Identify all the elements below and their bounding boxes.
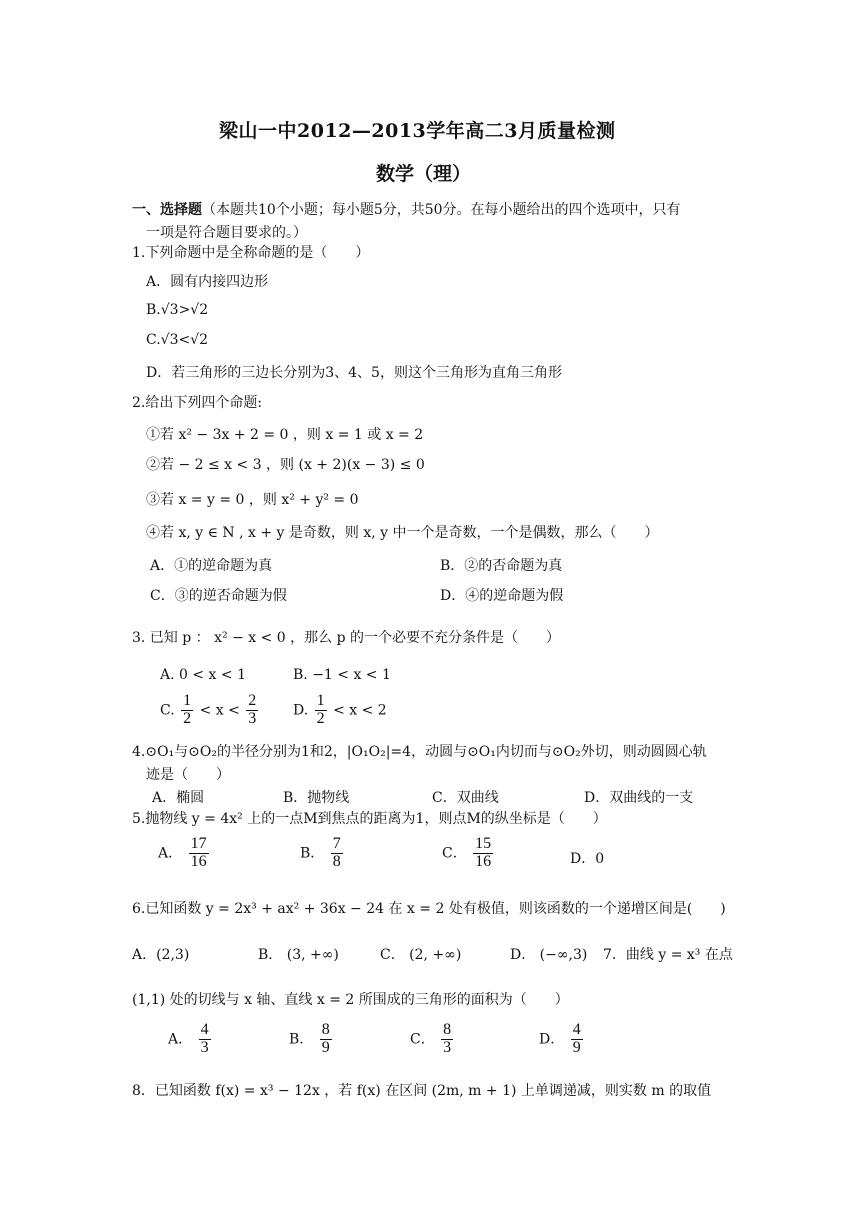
q7-option-c (410, 1022, 455, 1057)
q5-c-numerator: 15 (475, 835, 492, 852)
q3-c-denominator-1: 2 (183, 709, 192, 727)
q3-stem: 3. 已知 p ： x² − x < 0 ，那么 p 的一个必要不充分条件是（ ） (132, 630, 561, 646)
q1-option-c: C.√3<√2 (146, 332, 209, 348)
q7-b-label: B． (289, 1031, 314, 1048)
q7-a-label: A． (168, 1031, 193, 1048)
page-subtitle: 数学（理） (376, 163, 472, 185)
page-title: 梁山一中2012—2013学年高二3月质量检测 (219, 120, 616, 142)
q2-option-c: C．③的逆否命题为假 (150, 588, 287, 604)
q3-c-fraction-2 (246, 693, 258, 728)
q4-stem-line2: 迹是（ ） (146, 767, 230, 783)
q7-b-numerator: 8 (321, 1021, 330, 1038)
q5-a-numerator: 17 (190, 835, 207, 852)
q1-option-a: A．圆有内接四边形 (146, 274, 269, 290)
q7-d-fraction (571, 1022, 583, 1057)
q7-d-numerator: 4 (572, 1021, 581, 1038)
q5-c-denominator: 16 (475, 852, 492, 870)
section-heading: 一、选择题 (132, 202, 202, 218)
q1-option-b: B.√3>√2 (146, 302, 209, 318)
q2-proposition-2: ②若 − 2 ≤ x < 3 ，则 (x + 2)(x − 3) ≤ 0 (146, 457, 425, 473)
q3-d-label: D. (293, 702, 309, 719)
q5-option-c (442, 836, 495, 871)
q2-stem: 2.给出下列四个命题: (132, 395, 263, 411)
q3-c-denominator-2: 3 (248, 709, 257, 727)
q7-option-b (289, 1022, 334, 1057)
q5-a-denominator: 16 (190, 852, 207, 870)
q7-option-a (168, 1022, 213, 1057)
q5-c-label: C． (442, 845, 467, 862)
q7-c-numerator: 8 (443, 1021, 452, 1038)
section-intro-line1 (132, 199, 681, 219)
q6-option-b: B． (3, +∞) (258, 947, 339, 963)
q3-c-middle: < x < (199, 702, 240, 719)
q7-stem-line2: (1,1) 处的切线与 x 轴、直线 x = 2 所围成的三角形的面积为（ ） (132, 992, 569, 1008)
q1-option-d: D．若三角形的三边长分别为3、4、5，则这个三角形为直角三角形 (146, 365, 562, 381)
q4-option-a: A．椭圆 (152, 790, 205, 806)
q5-stem: 5.抛物线 y = 4x² 上的一点M到焦点的距离为1，则点M的纵坐标是（ ） (132, 811, 607, 827)
q2-option-b: B．②的否命题为真 (440, 558, 563, 574)
q7-option-d (539, 1022, 585, 1057)
q8-stem: 8．已知函数 f(x) = x³ − 12x ，若 f(x) 在区间 (2m, m + 1) 上单调递减，则实数 m 的取值 (132, 1083, 712, 1099)
q6-stem: 6.已知函数 y = 2x³ + ax² + 36x − 24 在 x = 2 处有极值，则该函数的一个递增区间是( ) (132, 901, 726, 917)
q3-c-numerator-1: 1 (183, 692, 192, 709)
q4-stem-line1: 4.⊙O₁与⊙O₂的半径分别为1和2，|O₁O₂|=4，动圆与⊙O₁内切而与⊙O₂外切，则动圆圆心轨 (132, 744, 707, 760)
q3-d-denominator: 2 (316, 709, 325, 727)
q5-option-a (158, 836, 211, 871)
q6-option-a: A．(2,3) (132, 947, 190, 963)
q5-b-label: B． (300, 845, 325, 862)
q1-stem: 1.下列命题中是全称命题的是（ ） (132, 245, 370, 261)
q3-d-numerator: 1 (316, 692, 325, 709)
q4-option-d: D．双曲线的一支 (584, 790, 694, 806)
q3-option-b: B. −1 < x < 1 (293, 667, 391, 683)
q5-b-numerator: 7 (332, 835, 341, 852)
q7-c-fraction (441, 1022, 453, 1057)
q5-option-b (300, 836, 345, 871)
q5-b-fraction (331, 836, 343, 871)
q7-b-denominator: 9 (321, 1038, 330, 1056)
q3-c-numerator-2: 2 (248, 692, 257, 709)
q2-proposition-3: ③若 x = y = 0 ，则 x² + y² = 0 (146, 492, 359, 508)
q7-a-denominator: 3 (200, 1038, 209, 1056)
q7-d-label: D． (539, 1031, 565, 1048)
q4-option-c: C．双曲线 (432, 790, 499, 806)
q2-proposition-4: ④若 x, y ∈ N , x + y 是奇数，则 x, y 中一个是奇数，一个是偶数，那么（ ） (146, 525, 659, 541)
q2-option-a: A．①的逆命题为真 (150, 558, 273, 574)
q3-d-fraction (315, 693, 327, 728)
q5-a-label: A． (158, 845, 183, 862)
q7-a-numerator: 4 (200, 1021, 209, 1038)
q6-option-c: C． (2, +∞) (380, 947, 462, 963)
q3-option-d (293, 693, 387, 728)
q7-stem-line1: 7．曲线 y = x³ 在点 (603, 947, 733, 963)
q3-option-c (160, 693, 260, 728)
q4-option-b: B．抛物线 (283, 790, 350, 806)
q5-a-fraction (189, 836, 209, 871)
q3-option-a: A. 0 < x < 1 (160, 667, 246, 683)
q2-option-d: D．④的逆命题为假 (440, 588, 564, 604)
q3-d-rest: < x < 2 (333, 702, 387, 719)
section-intro-line2: 一项是符合题目要求的。） (146, 225, 307, 241)
q7-c-denominator: 3 (443, 1038, 452, 1056)
q2-proposition-1: ①若 x² − 3x + 2 = 0 ，则 x = 1 或 x = 2 (146, 427, 424, 443)
q5-c-fraction (473, 836, 493, 871)
q5-option-d: D．0 (570, 851, 605, 867)
q7-c-label: C． (410, 1031, 435, 1048)
q7-b-fraction (320, 1022, 332, 1057)
q7-d-denominator: 9 (572, 1038, 581, 1056)
q7-a-fraction (199, 1022, 211, 1057)
q5-b-denominator: 8 (332, 852, 341, 870)
q3-c-label: C. (160, 702, 175, 719)
section-intro-text: （本题共10个小题；每小题5分，共50分。在每小题给出的四个选项中，只有 (202, 202, 681, 218)
q3-c-fraction-1 (181, 693, 193, 728)
q6-option-d: D． (−∞,3) (510, 947, 588, 963)
